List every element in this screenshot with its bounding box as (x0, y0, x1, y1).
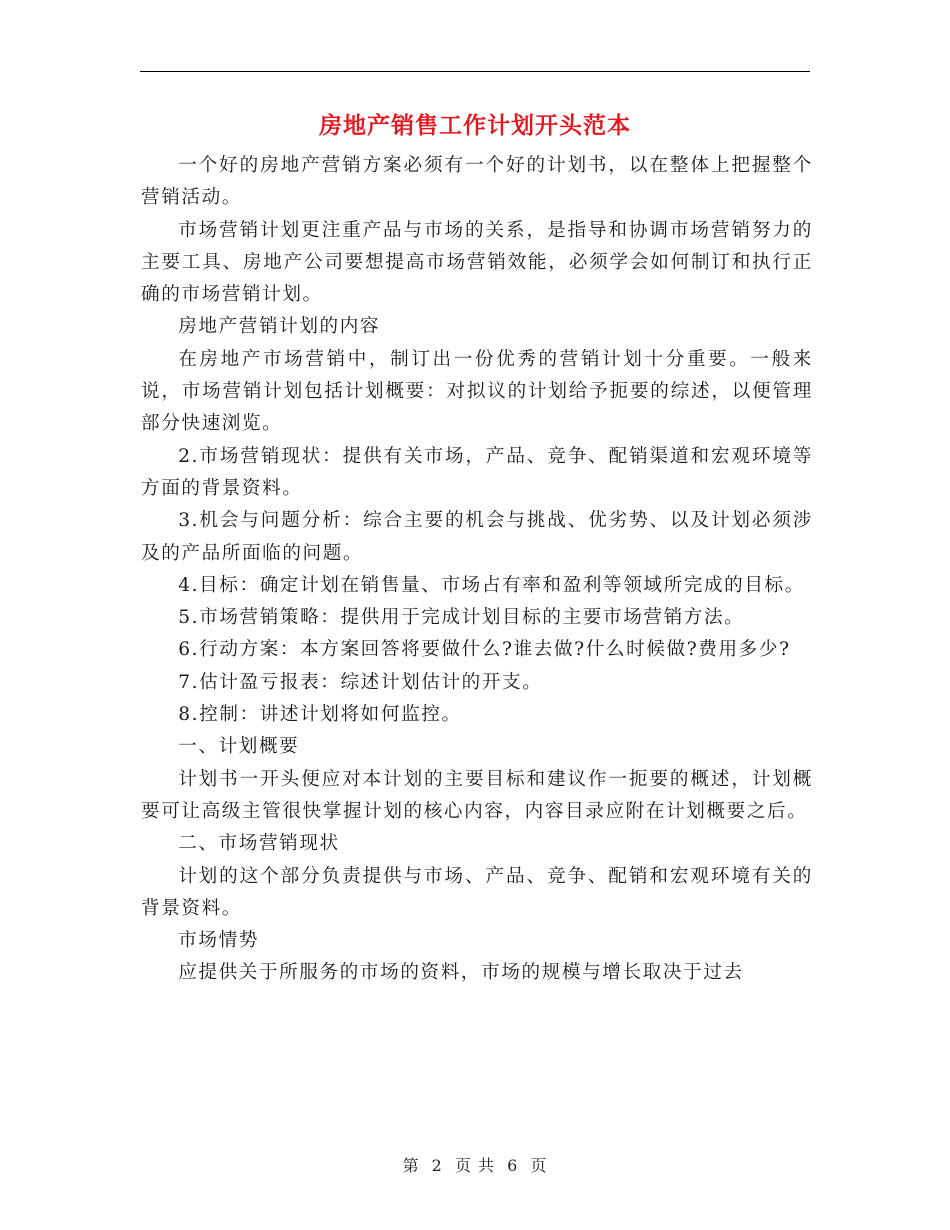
total-pages-number: 6 (507, 1156, 519, 1175)
paragraph: 应提供关于所服务的市场的资料，市场的规模与增长取决于过去 (178, 962, 744, 984)
document-body (141, 150, 813, 990)
paragraph: 计划书一开头便应对本计划的主要目标和建议作一扼要的概述，计划概要可让高级主管很快掌握计划的核心内容，内容目录应附在计划概要之后。 (141, 768, 813, 822)
paragraph: 市场营销计划更注重产品与市场的关系，是指导和协调市场营销努力的主要工具、房地产公司要想提高市场营销效能，必须学会如何制订和执行正确的市场营销计划。 (141, 219, 813, 306)
section-heading: 一、计划概要 (178, 736, 300, 758)
list-item: 3.机会与问题分析：综合主要的机会与挑战、优劣势、以及计划必须涉及的产品所面临的问题。 (141, 510, 813, 564)
page-label-prefix: 第 (402, 1156, 420, 1175)
header-rule (140, 71, 810, 72)
list-item: 4.目标：确定计划在销售量、市场占有率和盈利等领域所完成的目标。 (178, 574, 805, 596)
section-heading: 市场情势 (178, 930, 259, 952)
list-item: 5.市场营销策略：提供用于完成计划目标的主要市场营销方法。 (178, 607, 745, 629)
paragraph: 一个好的房地产营销方案必须有一个好的计划书，以在整体上把握整个营销活动。 (141, 155, 813, 209)
page-footer (0, 1153, 950, 1176)
paragraph: 计划的这个部分负责提供与市场、产品、竞争、配销和宏观环境有关的背景资料。 (141, 865, 813, 919)
current-page-number: 2 (431, 1156, 443, 1175)
section-heading: 二、市场营销现状 (178, 833, 340, 855)
paragraph: 在房地产市场营销中，制订出一份优秀的营销计划十分重要。一般来说，市场营销计划包括计划概要：对拟议的计划给予扼要的综述，以便管理部分快速浏览。 (141, 348, 813, 435)
list-item: 8.控制：讲述计划将如何监控。 (178, 704, 462, 726)
document-title: 房地产销售工作计划开头范本 (319, 113, 631, 139)
list-item: 7.估计盈亏报表：综述计划估计的开支。 (178, 671, 543, 693)
list-item: 6.行动方案：本方案回答将要做什么?谁去做?什么时候做?费用多少? (178, 639, 791, 661)
section-heading: 房地产营销计划的内容 (178, 316, 381, 338)
list-item: 2.市场营销现状：提供有关市场，产品、竞争、配销渠道和宏观环境等方面的背景资料。 (141, 445, 813, 499)
page-label-mid: 页 共 (454, 1156, 496, 1175)
page-label-suffix: 页 (530, 1156, 548, 1175)
